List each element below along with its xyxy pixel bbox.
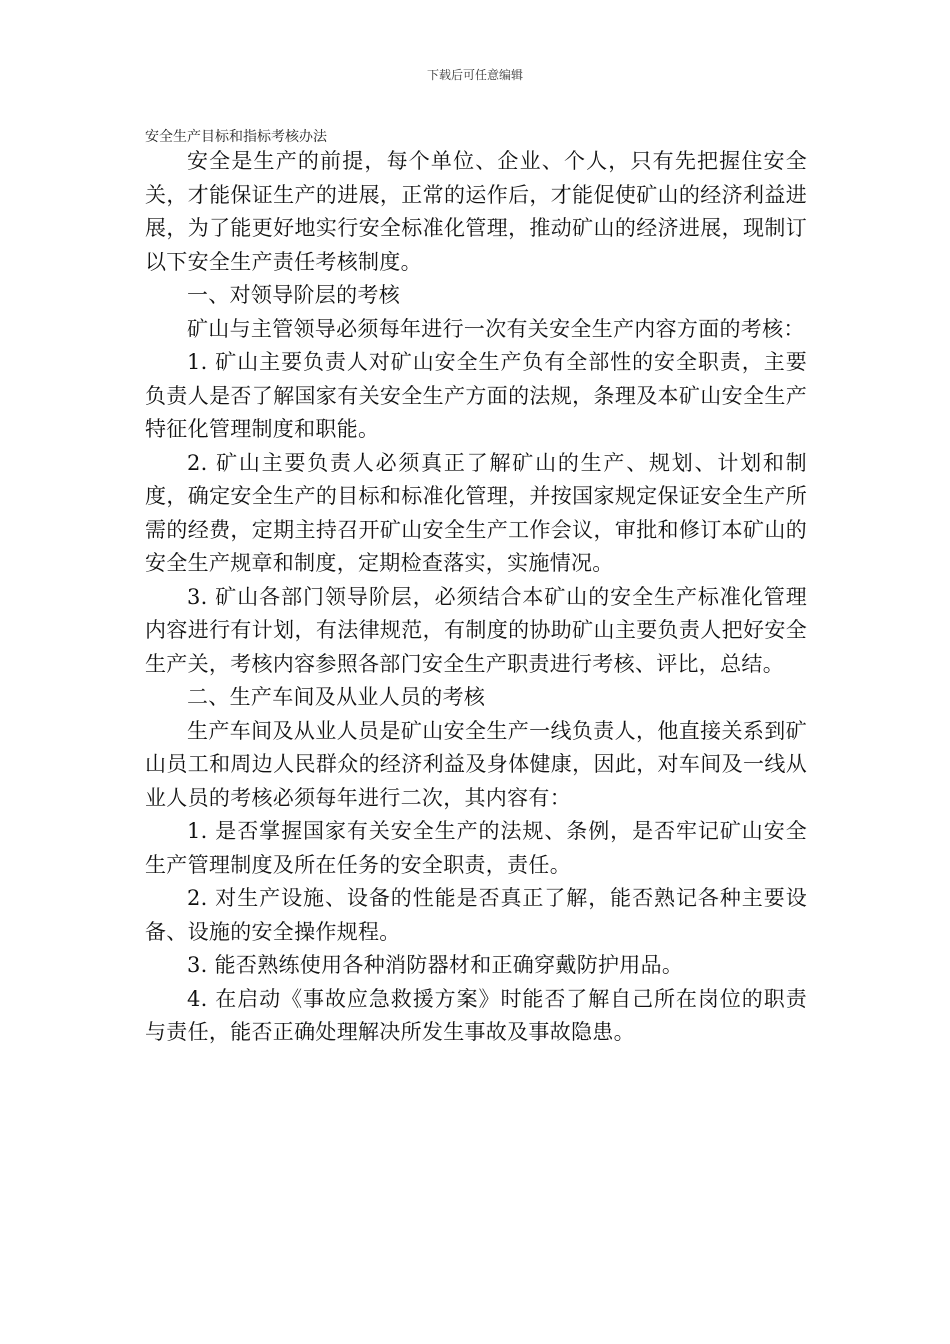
paragraph-leadership-intro: 矿山与主管领导必须每年进行一次有关安全生产内容方面的考核： (187, 316, 805, 341)
list-item-workshop-3: 3. 能否熟练使用各种消防器材和正确穿戴防护用品。 (187, 953, 684, 977)
section-heading-workshop: 二、生产车间及从业人员的考核 (187, 685, 486, 709)
list-item-workshop-4: 4. 在启动《事故应急救援方案》时能否了解自己所在岗位的职责与责任，能否正确处理解决所发生事故及事故隐患。 (145, 986, 807, 1044)
list-item-workshop-2: 2. 对生产设施、设备的性能是否真正了解，能否熟记各种主要设备、设施的安全操作规程。 (145, 886, 807, 944)
document-title: 安全生产目标和指标考核办法 (145, 129, 327, 145)
list-item-leadership-2: 2. 矿山主要负责人必须真正了解矿山的生产、规划、计划和制度，确定安全生产的目标和标准化管理，并按国家规定保证安全生产所需的经费，定期主持召开矿山安全生产工作会议，审批和修订本矿山的安全生产规章和制度，定期检查落实，实施情况。 (145, 450, 807, 575)
page-header-note: 下载后可任意编辑 (426, 68, 523, 82)
list-item-workshop-1: 1. 是否掌握国家有关安全生产的法规、条例，是否牢记矿山安全生产管理制度及所在任务的安全职责，责任。 (145, 819, 807, 877)
document-body (145, 145, 807, 1050)
section-heading-leadership: 一、对领导阶层的考核 (187, 283, 400, 307)
paragraph-intro: 安全是生产的前提，每个单位、企业、个人，只有先把握住安全关，才能保证生产的进展，正常的运作后，才能促使矿山的经济利益进展，为了能更好地实行安全标准化管理，推动矿山的经济进展，现制订以下安全生产责任考核制度。 (145, 149, 807, 274)
list-item-leadership-3: 3. 矿山各部门领导阶层，必须结合本矿山的安全生产标准化管理内容进行有计划，有法律规范，有制度的协助矿山主要负责人把好安全生产关，考核内容参照各部门安全生产职责进行考核、评比，总结。 (145, 584, 807, 676)
list-item-leadership-1: 1. 矿山主要负责人对矿山安全生产负有全部性的安全职责，主要负责人是否了解国家有关安全生产方面的法规，条理及本矿山安全生产特征化管理制度和职能。 (145, 350, 807, 441)
paragraph-workshop-intro: 生产车间及从业人员是矿山安全生产一线负责人，他直接关系到矿山员工和周边人民群众的经济利益及身体健康，因此，对车间及一线从业人员的考核必须每年进行二次，其内容有： (145, 718, 807, 810)
